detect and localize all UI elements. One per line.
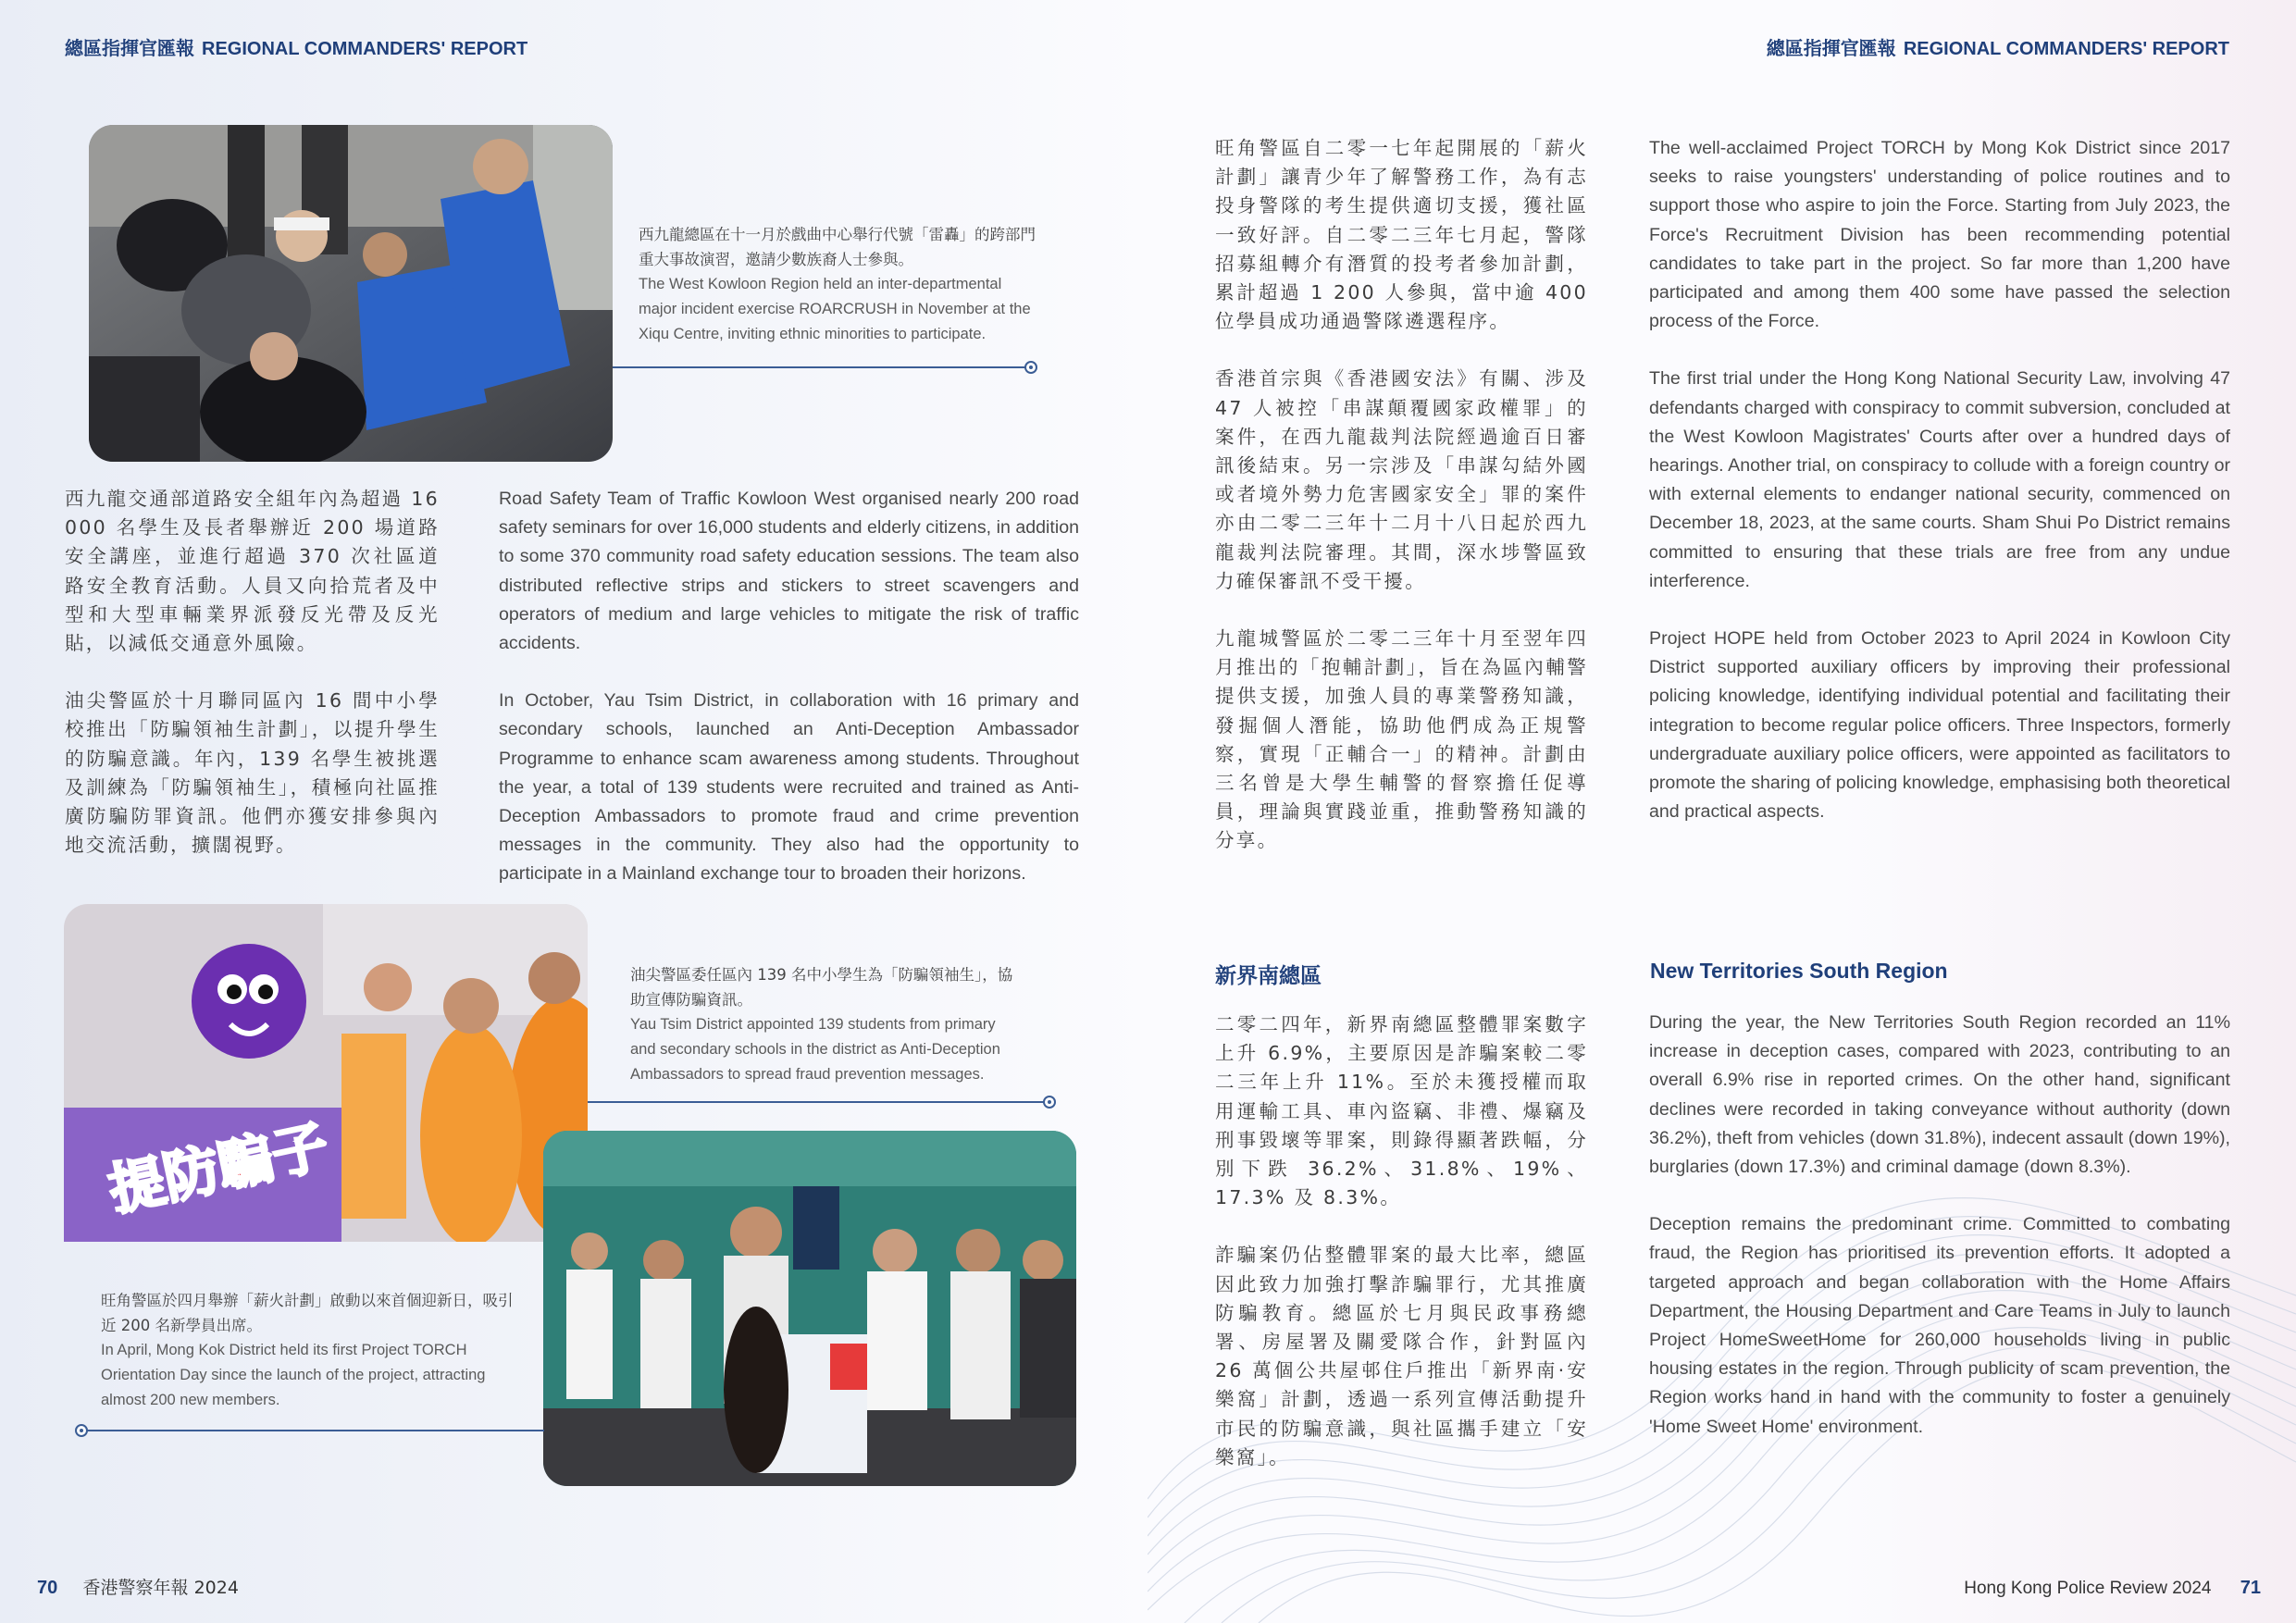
photo2-sign-text: 提防騙子 — [103, 1113, 335, 1224]
right-zh-para-2: 香港首宗與《香港國安法》有關、涉及 47 人被控「串謀顛覆國家政權罪」的案件，在西九龍裁判法院經過逾百日審訊後結束。另一宗涉及「串謀勾結外國或者境外勢力危害國家安全」罪的案件亦由二零二三年十二月十八日起於西九龍裁判法院審理。其間，深水埗警區致力確保審訊不受干擾。 — [1215, 367, 1588, 592]
photo2-caption-zh: 油尖警區委任區內 139 名中小學生為「防騙領袖生」，協助宣傳防騙資訊。 — [630, 966, 1013, 1009]
header-left-zh: 總區指揮官匯報 — [65, 37, 194, 59]
nts-section-title-zh: 新界南總區 — [1215, 964, 1322, 988]
nts-zh-para-2: 詐騙案仍佔整體罪案的最大比率，總區因此致力加強打擊詐騙罪行，尤其推廣防騙教育。總區於七月與民政事務總署、房屋署及關愛隊合作，針對區內 26 萬個公共屋邨住戶推出「新界南‧安樂窩」計劃，透過一系列宣傳活動提升市民的防騙意識，與社區攜手建立「安樂窩」。 — [1215, 1244, 1588, 1468]
nts-zh-column — [1215, 1010, 1588, 1501]
header-right-zh: 總區指揮官匯報 — [1766, 37, 1896, 59]
page-number-right: 71 — [2240, 1578, 2261, 1598]
photo1-caption — [639, 222, 1036, 347]
right-zh-column — [1215, 134, 1588, 885]
nts-en-para-2: Deception remains the predominant crime. Committed to combating fraud, the Region has prioritised its prevention efforts. It adopted a targeted approach and began collaboration with the Home Affairs Department, the Housing Department and Care Teams in July to launch Project HomeSweetHome for 260,000 households living in public housing estates in the region. Through publicity of scam prevention, the Region works hand in hand with the community to foster a genuinely 'Home Sweet Home' environment. — [1649, 1214, 2230, 1437]
left-en-para-2: In October, Yau Tsim District, in collaboration with 16 primary and secondary schools, launched an Anti-Deception Ambassador Programme to enhance scam awareness among students. Throughout the year, a total of 139 students were recruited and trained as Anti-Deception Ambassadors to promote fraud and crime prevention messages in the community. They also had the opportunity to participate in a Mainland exchange tour to broaden their horizons. — [499, 690, 1079, 885]
footer-right — [1964, 1578, 2261, 1599]
nts-en-para-1: During the year, the New Territories South Region recorded an 11% increase in deception cases, compared with 2023, contributing to an overall 6.9% rise in reported crimes. On the other hand, significant declines were recorded in taking conveyance without authority (down 36.2%), theft from vehicles (down 31.8%), indecent assault (down 19%), burglaries (down 17.3%) and criminal damage (down 8.3%). — [1649, 1012, 2230, 1178]
right-zh-para-1: 旺角警區自二零一七年起開展的「薪火計劃」讓青少年了解警務工作，為有志投身警隊的考生提供適切支援，獲社區一致好評。自二零二三年七月起，警隊招募組轉介有潛質的投考者參加計劃，累計超過 1 200 人參與，當中逾 400 位學員成功通過警隊遴選程序。 — [1215, 137, 1588, 333]
photo3-leader-line — [81, 1430, 544, 1431]
left-en-column — [499, 485, 1079, 918]
photo1-leader-dot — [1024, 361, 1037, 374]
right-en-para-1: The well-acclaimed Project TORCH by Mong Kok District since 2017 seeks to raise youngsters' understanding of police routines and to support those who aspire to join the Force. Starting from July 2023, the Force's Recruitment Division has been recommending potential candidates to take part in the project. So far more than 1,200 have participated and among them 400 some have passed the selection process of the Force. — [1649, 138, 2230, 332]
photo2-caption — [630, 962, 1019, 1087]
photo2-leader-line — [588, 1101, 1049, 1103]
photo3-caption — [101, 1288, 515, 1413]
left-zh-column — [65, 485, 440, 888]
header-left — [65, 33, 527, 60]
footer-right-title: Hong Kong Police Review 2024 — [1964, 1579, 2212, 1598]
photo1-leader-line — [613, 366, 1025, 368]
header-right-en: REGIONAL COMMANDERS' REPORT — [1903, 39, 2229, 59]
header-right — [1767, 33, 2229, 60]
photo-project-torch-orientation — [543, 1131, 1076, 1486]
left-zh-para-2: 油尖警區於十月聯同區內 16 間中小學校推出「防騙領袖生計劃」，以提升學生的防騙意識。年內，139 名學生被挑選及訓練為「防騙領袖生」，積極向社區推廣防騙防罪資訊。他們亦獲安排參與內地交流活動，擴闊視野。 — [65, 689, 440, 857]
photo3-leader-dot — [75, 1424, 88, 1437]
right-zh-para-3: 九龍城警區於二零二三年十月至翌年四月推出的「抱輔計劃」，旨在為區內輔警提供支援，加強人員的專業警務知識，發掘個人潛能，協助他們成為正規警察，實現「正輔合一」的精神。計劃由三名曾是大學生輔警的督察擔任促導員，理論與實踐並重，推動警務知識的分享。 — [1215, 627, 1588, 852]
photo2-caption-en: Yau Tsim District appointed 139 students from primary and secondary schools in the district as Anti-Deception Ambassadors to spread fraud prevention messages. — [630, 1016, 1000, 1083]
photo3-caption-zh: 旺角警區於四月舉辦「薪火計劃」啟動以來首個迎新日，吸引近 200 名新學員出席。 — [101, 1292, 514, 1334]
right-en-column — [1649, 134, 2230, 855]
left-zh-para-1: 西九龍交通部道路安全組年內為超過 16 000 名學生及長者舉辦近 200 場道路安全講座，並進行超過 370 次社區道路安全教育活動。人員又向拾荒者及中型和大型車輛業界派發反光帶及反光貼，以減低交通意外風險。 — [65, 488, 440, 655]
right-en-para-3: Project HOPE held from October 2023 to April 2024 in Kowloon City District supported auxiliary officers by improving their professional policing knowledge, identifying individual potential and facilitating their integration to become regular police officers. Three Inspectors, formerly undergraduate auxiliary police officers, were appointed as facilitators to promote the sharing of policing knowledge, emphasising both theoretical and practical aspects. — [1649, 628, 2230, 823]
nts-en-column — [1649, 1009, 2230, 1470]
photo1-caption-en: The West Kowloon Region held an inter-departmental major incident exercise ROARCRUSH in November at the Xiqu Centre, inviting ethnic minorities to participate. — [639, 276, 1031, 342]
photo-anti-deception-ambassadors — [64, 904, 588, 1242]
page-number-left: 70 — [37, 1578, 58, 1598]
photo-major-incident-exercise — [89, 125, 613, 462]
photo3-caption-en: In April, Mong Kok District held its first Project TORCH Orientation Day since the launch of the project, attracting almost 200 new members. — [101, 1342, 486, 1408]
nts-section-title-en: New Territories South Region — [1650, 959, 1948, 983]
header-left-en: REGIONAL COMMANDERS' REPORT — [202, 39, 528, 59]
footer-left — [37, 1574, 239, 1599]
nts-zh-para-1: 二零二四年，新界南總區整體罪案數字上升 6.9%，主要原因是詐騙案較二零二三年上升 11%。至於未獲授權而取用運輸工具、車內盜竊、非禮、爆竊及刑事毀壞等罪案，則錄得顯著跌幅，分別下跌 36.2%、31.8%、19%、17.3% 及 8.3%。 — [1215, 1013, 1588, 1209]
footer-left-title: 香港警察年報 2024 — [82, 1578, 239, 1598]
photo1-caption-zh: 西九龍總區在十一月於戲曲中心舉行代號「雷轟」的跨部門重大事故演習，邀請少數族裔人士參與。 — [639, 226, 1036, 268]
right-en-para-2: The first trial under the Hong Kong National Security Law, involving 47 defendants charged with conspiracy to commit subversion, concluded at the West Kowloon Magistrates' Courts after over a hundred days of hearings. Another trial, on conspiracy to collude with a foreign country or with external elements to endanger national security, commenced on December 18, 2023, at the same courts. Sham Shui Po District remains committed to ensuring that these trials are free from any undue interference. — [1649, 368, 2230, 591]
photo2-leader-dot — [1043, 1096, 1056, 1109]
left-en-para-1: Road Safety Team of Traffic Kowloon West organised nearly 200 road safety seminars for over 16,000 students and elderly citizens, in addition to some 370 community road safety education sessions. The team also distributed reflective strips and stickers to street scavengers and operators of medium and large vehicles to mitigate the risk of traffic accidents. — [499, 489, 1079, 654]
